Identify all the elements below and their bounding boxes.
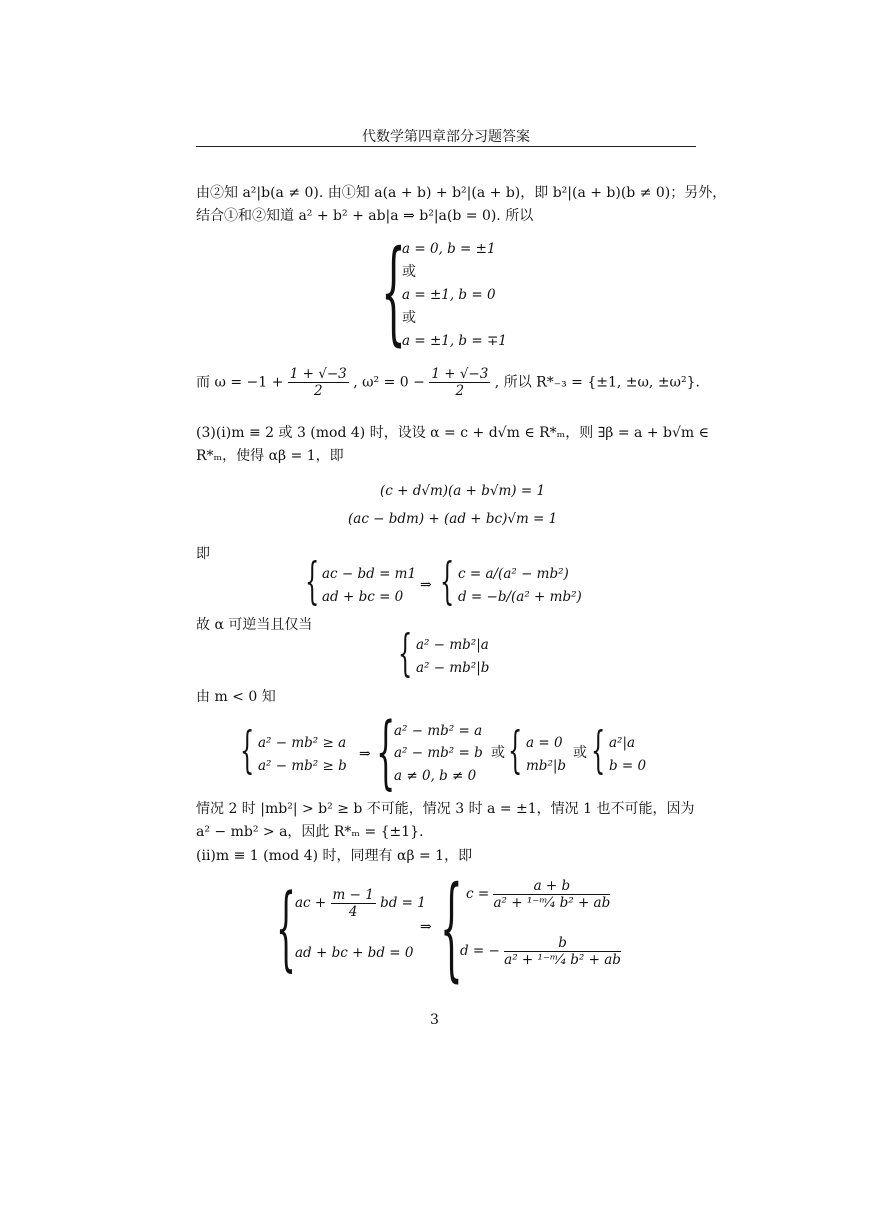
fraction-numerator: a + b [493, 878, 610, 895]
case-line: 或 [402, 264, 416, 280]
paragraph-line: (ii)m ≡ 1 (mod 4) 时，同理有 αβ = 1，即 [196, 848, 473, 864]
system-line: mb²|b [526, 758, 567, 774]
left-brace: { [440, 552, 455, 610]
fraction [331, 887, 376, 920]
omega-suffix: , 所以 R*₋₃ = {±1, ±ω, ±ω²}. [494, 374, 700, 391]
fraction-numerator: 1 + √−3 [289, 366, 347, 382]
implies-arrow: ⇒ [359, 746, 371, 762]
or-text: 或 [573, 745, 587, 761]
or-text: 或 [491, 745, 505, 761]
omega-line [196, 366, 700, 399]
term: c = [466, 886, 490, 902]
text-you: 由 m < 0 知 [196, 689, 276, 705]
term: ac + [295, 895, 327, 911]
left-brace: { [591, 721, 606, 779]
text-ji: 即 [196, 546, 210, 562]
equation-line: (c + d√m)(a + b√m) = 1 [380, 483, 546, 499]
paragraph-line: 结合①和②知道 a² + b² + ab|a ⇒ b²|a(b = 0). 所以 [196, 208, 534, 224]
system-line: a² − mb² ≥ a [258, 735, 347, 751]
implies-arrow: ⇒ [420, 919, 432, 935]
system-line: c = a/(a² − mb²) [458, 566, 569, 582]
page-number: 3 [430, 1012, 439, 1028]
term: d = − [460, 943, 500, 959]
system-line: ad + bc + bd = 0 [295, 945, 414, 961]
case-line: a = ±1, b = ∓1 [402, 333, 507, 349]
text-gu: 故 α 可逆当且仅当 [196, 617, 313, 633]
fraction [493, 878, 610, 911]
paragraph-line: R*ₘ，使得 αβ = 1，即 [196, 448, 344, 464]
omega-prefix: 而 ω = −1 + [196, 374, 284, 391]
fraction-denominator: a² + ¹⁻ᵐ⁄₄ b² + ab [493, 895, 611, 911]
system-line: d = −b/(a² + mb²) [458, 589, 582, 605]
system-line: a²|a [609, 735, 636, 751]
left-brace: { [376, 705, 396, 798]
paragraph-line: 情况 2 时 |mb²| > b² ≥ b 不可能，情况 3 时 a = ±1，情况 1 也不可能，因为 [196, 801, 695, 817]
fraction-numerator: 1 + √−3 [431, 366, 489, 382]
equation-line: (ac − bdm) + (ad + bc)√m = 1 [348, 511, 558, 527]
term: bd = 1 [380, 895, 426, 911]
fraction-denominator: 2 [455, 383, 465, 399]
system-line: a² − mb² ≥ b [258, 758, 347, 774]
fraction-numerator: b [504, 935, 621, 952]
omega-mid: , ω² = 0 − [353, 374, 425, 391]
case-line: a = 0, b = ±1 [402, 241, 496, 257]
implies-arrow: ⇒ [420, 577, 432, 593]
fraction-denominator: 2 [313, 383, 323, 399]
left-brace: { [508, 721, 523, 779]
system-line: a² − mb² = a [394, 723, 483, 739]
system-line: a² − mb²|a [416, 637, 489, 653]
header-rule [196, 146, 696, 147]
fraction [429, 366, 490, 399]
paragraph-line: (3)(i)m ≡ 2 或 3 (mod 4) 时，设设 α = c + d√m ∈ R*ₘ，则 ∃β = a + b√m ∈ [196, 425, 709, 441]
left-brace: { [240, 721, 255, 779]
case-line: 或 [402, 310, 416, 326]
left-brace: { [276, 874, 296, 981]
left-brace: { [440, 863, 463, 993]
fraction-numerator: m − 1 [332, 887, 374, 903]
system-line [460, 935, 621, 968]
left-brace: { [305, 552, 320, 610]
system-line: ac − bd = m1 [322, 566, 417, 582]
system-line: a² − mb²|b [416, 660, 490, 676]
left-brace: { [398, 624, 413, 682]
fraction [504, 935, 621, 968]
system-line: ad + bc = 0 [322, 589, 404, 605]
running-header: 代数学第四章部分习题答案 [362, 129, 530, 145]
system-line: a ≠ 0, b ≠ 0 [394, 768, 477, 784]
system-line: b = 0 [609, 758, 647, 774]
case-line: a = ±1, b = 0 [402, 287, 496, 303]
system-line [466, 878, 610, 911]
left-brace: { [381, 227, 406, 357]
system-line: a² − mb² = b [394, 745, 483, 761]
fraction-denominator: a² + ¹⁻ᵐ⁄₄ b² + ab [504, 952, 621, 968]
system-line: a = 0 [526, 735, 563, 751]
paragraph-line: 由②知 a²|b(a ≠ 0). 由①知 a(a + b) + b²|(a + b)，即 b²|(a + b)(b ≠ 0)；另外， [196, 185, 727, 201]
fraction-denominator: 4 [348, 904, 358, 920]
system-line [295, 887, 426, 920]
paragraph-line: a² − mb² > a，因此 R*ₘ = {±1}. [196, 824, 424, 840]
fraction [288, 366, 349, 399]
